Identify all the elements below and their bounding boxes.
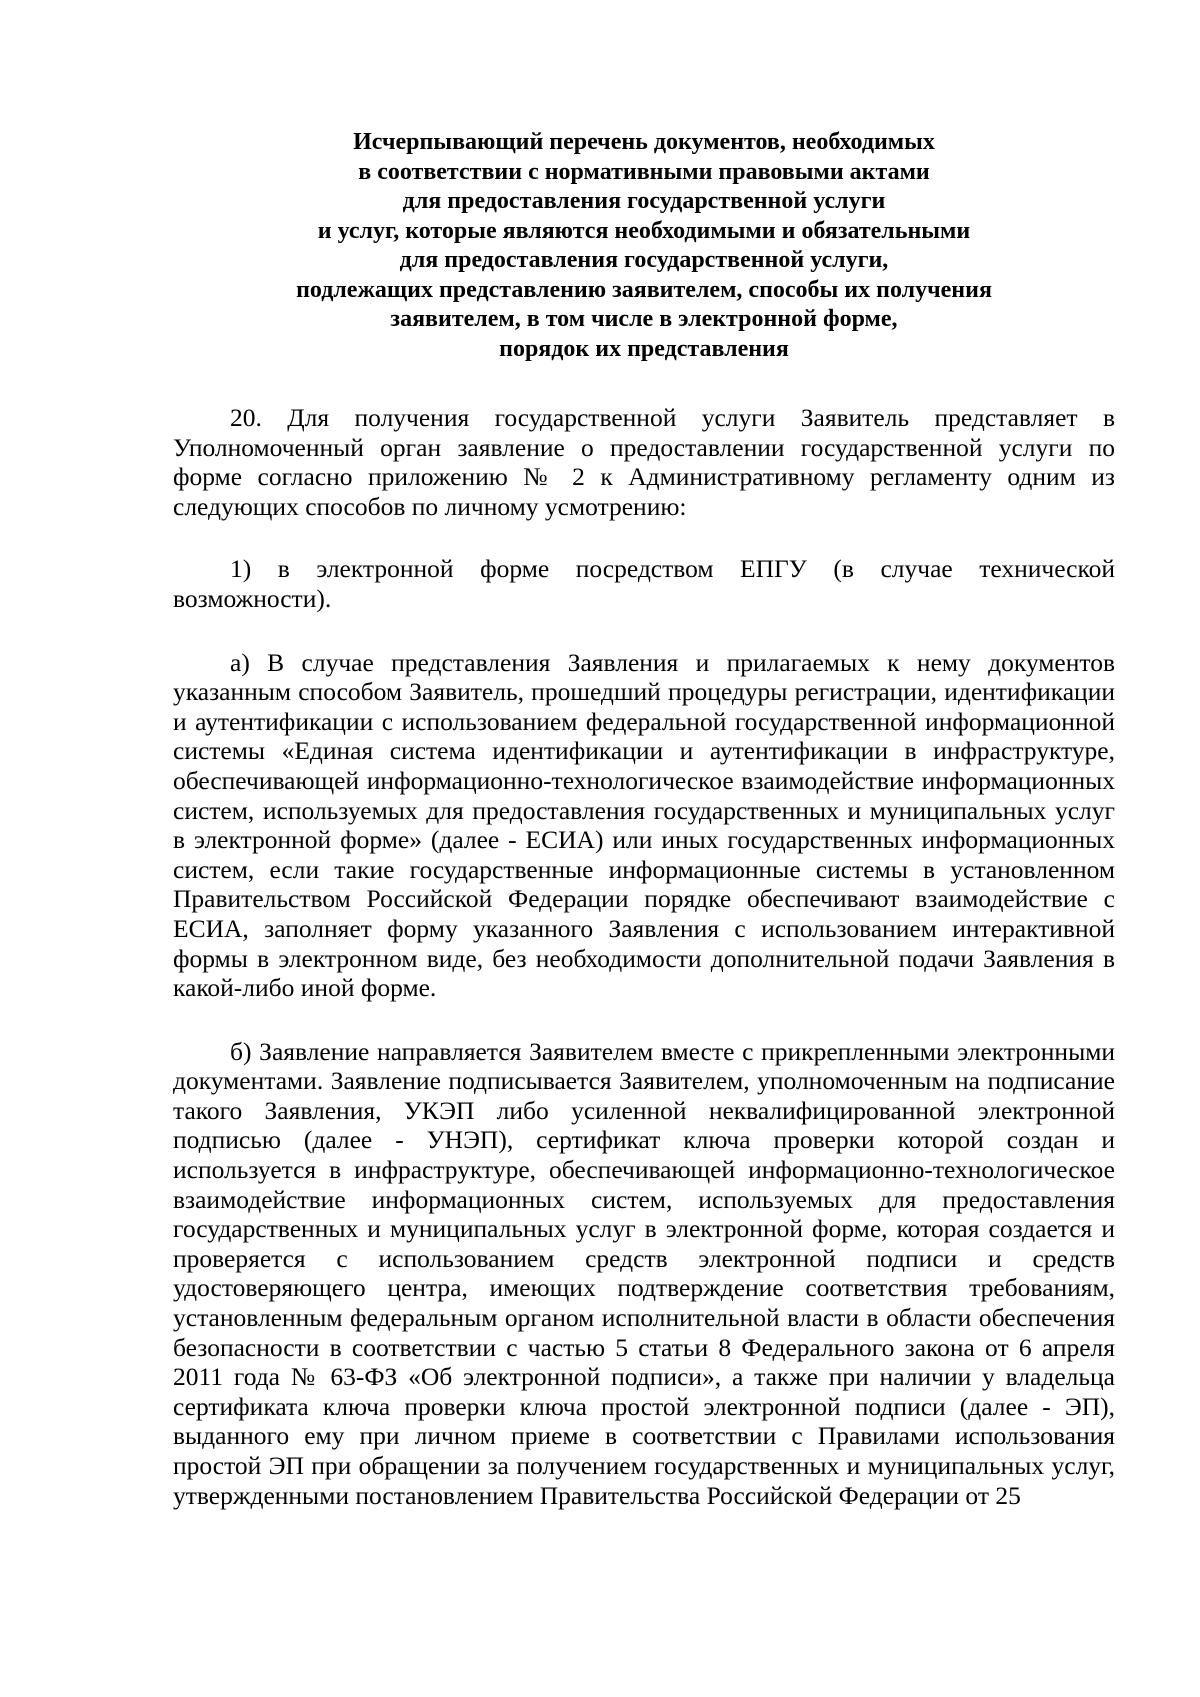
title-line-7: заявителем, в том числе в электронной форме, bbox=[390, 306, 898, 332]
document-page bbox=[173, 128, 1115, 1510]
document-title bbox=[173, 128, 1115, 364]
title-line-5: для предоставления государственной услуги, bbox=[399, 247, 889, 273]
title-line-3: для предоставления государственной услуги bbox=[402, 188, 886, 214]
title-line-1: Исчерпывающий перечень документов, необходимых bbox=[353, 129, 935, 155]
title-line-8: порядок их представления bbox=[499, 335, 789, 362]
paragraph-item-1: 1) в электронной форме посредством ЕПГУ (в случае технической возможности). bbox=[173, 554, 1115, 613]
paragraph-subitem-b: б) Заявление направляется Заявителем вместе с прикрепленными электронными документами. Заявление подписывается Заявителем, уполномоченным на подписание такого Заявления, УКЭП либо усиленной неквалифицированной электронной подписью (далее - УНЭП), сертификат ключа проверки которой создан и используется в инфраструктуре, обеспечивающей информационно-технологическое взаимодействие информационных систем, используемых для предоставления государственных и муниципальных услуг в электронной форме, которая создается и проверяется с использованием средств электронной подписи и средств удостоверяющего центра, имеющих подтверждение соответствия требованиям, установленным федеральным органом исполнительной власти в области обеспечения безопасности в соответствии с частью 5 статьи 8 Федерального закона от 6 апреля 2011 года № 63-ФЗ «Об электронной подписи», а также при наличии у владельца сертификата ключа проверки ключа простой электронной подписи (далее - ЭП), выданного ему при личном приеме в соответствии с Правилами использования простой ЭП при обращении за получением государственных и муниципальных услуг, утвержденными постановлением Правительства Российской Федерации от 25 bbox=[173, 1036, 1115, 1510]
title-line-2: в соответствии с нормативными правовыми актами bbox=[358, 158, 930, 185]
title-line-4: и услуг, которые являются необходимыми и обязательными bbox=[317, 217, 971, 244]
paragraph-subitem-a: а) В случае представления Заявления и прилагаемых к нему документов указанным способом Заявитель, прошедший процедуры регистрации, идентификации и аутентификации с использованием федеральной государственной информационной системы «Единая система идентификации и аутентификации в инфраструктуре, обеспечивающей информационно-технологическое взаимодействие информационных систем, используемых для предоставления государственных и муниципальных услуг в электронной форме» (далее - ЕСИА) или иных государственных информационных систем, если такие государственные информационные системы в установленном Правительством Российской Федерации порядке обеспечивают взаимодействие с ЕСИА, заполняет форму указанного Заявления с использованием интерактивной формы в электронном виде, без необходимости дополнительной подачи Заявления в какой-либо иной форме. bbox=[173, 647, 1115, 1003]
title-line-6: подлежащих представлению заявителем, способы их получения bbox=[296, 276, 992, 303]
paragraph-20: 20. Для получения государственной услуги Заявитель представляет в Уполномоченный орган заявление о предоставлении государственной услуги по форме согласно приложению № 2 к Административному регламенту одним из следующих способов по личному усмотрению: bbox=[173, 403, 1115, 521]
